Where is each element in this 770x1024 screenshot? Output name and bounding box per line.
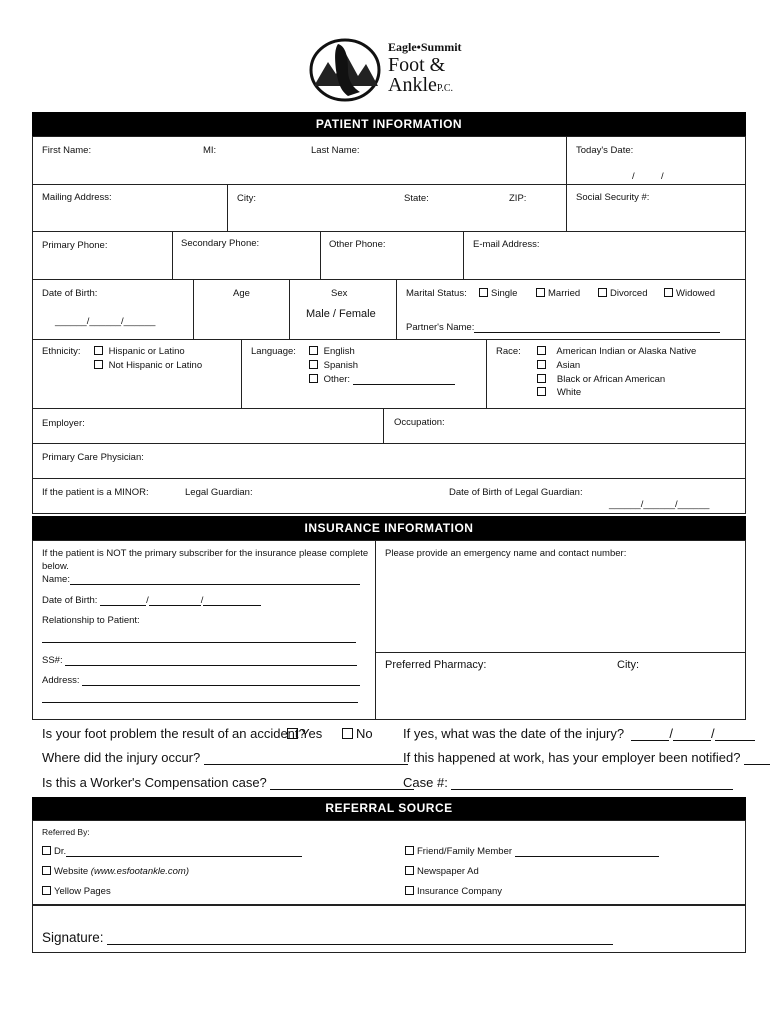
insurance-section: [32, 540, 746, 720]
checkbox-icon: [537, 387, 546, 396]
checkbox-icon: [94, 346, 103, 355]
referral-source-header: REFERRAL SOURCE: [32, 797, 746, 820]
address-line-2[interactable]: [42, 702, 358, 703]
referral-yellow-pages[interactable]: Yellow Pages: [42, 886, 111, 897]
guardian-dob-label: Date of Birth of Legal Guardian:: [449, 487, 583, 498]
checkbox-icon: [537, 346, 546, 355]
ssn-label: Social Security #:: [576, 192, 650, 203]
ethnicity-hispanic[interactable]: Hispanic or Latino: [94, 346, 185, 357]
pharmacy-city-label: City:: [617, 659, 639, 671]
signature-section: [32, 905, 746, 953]
sex-label: Sex: [331, 288, 348, 299]
logo-line-1: Eagle•Summit: [388, 40, 462, 54]
marital-status-label: Marital Status:: [406, 288, 467, 299]
checkbox-icon: [309, 346, 318, 355]
referral-newspaper[interactable]: Newspaper Ad: [405, 866, 479, 877]
zip-label: ZIP:: [509, 193, 527, 204]
logo-line-3: Ankle: [388, 74, 437, 96]
logo-suffix: P.C.: [436, 83, 454, 94]
marital-divorced[interactable]: Divorced: [598, 288, 648, 299]
primary-phone-label: Primary Phone:: [42, 240, 108, 251]
other-phone-label: Other Phone:: [329, 239, 386, 250]
language-english[interactable]: English: [309, 346, 355, 357]
checkbox-icon: [309, 360, 318, 369]
employer-label: Employer:: [42, 418, 85, 429]
emergency-contact-label: Please provide an emergency name and contact number:: [385, 548, 627, 559]
mi-label: MI:: [203, 145, 217, 156]
checkbox-icon: [287, 728, 298, 739]
dob-label: Date of Birth:: [42, 288, 98, 299]
guardian-dob-field[interactable]: ______/______/______: [609, 499, 710, 510]
checkbox-icon: [309, 374, 318, 383]
checkbox-icon: [42, 866, 51, 875]
race-white[interactable]: White: [537, 387, 581, 398]
checkbox-icon: [94, 360, 103, 369]
state-label: State:: [404, 193, 429, 204]
legal-guardian-label: Legal Guardian:: [185, 487, 253, 498]
checkbox-icon: [664, 288, 673, 297]
sex-options[interactable]: Male / Female: [306, 308, 376, 320]
last-name-label: Last Name:: [311, 145, 360, 156]
occupation-label: Occupation:: [394, 417, 445, 428]
practice-logo: [308, 36, 468, 104]
injury-date-field[interactable]: If yes, what was the date of the injury? / /: [403, 726, 755, 741]
relationship-label: Relationship to Patient:: [42, 615, 140, 626]
signature-field[interactable]: Signature:: [42, 930, 613, 945]
checkbox-icon: [405, 886, 414, 895]
referral-section: [32, 820, 746, 905]
referral-website[interactable]: Website (www.esfootankle.com): [42, 866, 189, 877]
city-label: City:: [237, 193, 256, 204]
minor-label: If the patient is a MINOR:: [42, 487, 149, 498]
pcp-label: Primary Care Physician:: [42, 452, 144, 463]
accident-no[interactable]: No: [342, 726, 373, 741]
checkbox-icon: [405, 846, 414, 855]
ethnicity-label: Ethnicity:: [42, 346, 81, 357]
mailing-address-label: Mailing Address:: [42, 192, 112, 203]
marital-widowed[interactable]: Widowed: [664, 288, 715, 299]
ethnicity-not-hispanic[interactable]: Not Hispanic or Latino: [94, 360, 202, 371]
subscriber-ss-field[interactable]: SS#:: [42, 655, 357, 666]
checkbox-icon: [42, 886, 51, 895]
race-black[interactable]: Black or African American: [537, 374, 665, 385]
checkbox-icon: [342, 728, 353, 739]
checkbox-icon: [405, 866, 414, 875]
todays-date-label: Today's Date:: [576, 145, 634, 156]
race-asian[interactable]: Asian: [537, 360, 580, 371]
preferred-pharmacy-label: Preferred Pharmacy:: [385, 659, 487, 671]
insurance-info-header: INSURANCE INFORMATION: [32, 516, 746, 540]
relationship-line[interactable]: [42, 642, 356, 643]
not-primary-note-1: If the patient is NOT the primary subscriber for the insurance please complete: [42, 548, 369, 559]
workers-comp-field[interactable]: Is this a Worker's Compensation case?: [42, 775, 414, 790]
dob-field[interactable]: ______/______/______: [55, 316, 156, 327]
subscriber-name-field[interactable]: Name:: [42, 574, 360, 585]
employer-notified-field[interactable]: If this happened at work, has your employer been notified?: [403, 750, 770, 765]
checkbox-icon: [479, 288, 488, 297]
referral-insurance-company[interactable]: Insurance Company: [405, 886, 502, 897]
marital-single[interactable]: Single: [479, 288, 517, 299]
language-other[interactable]: Other:: [309, 374, 455, 385]
referred-by-label: Referred By:: [42, 827, 90, 837]
email-label: E-mail Address:: [473, 239, 540, 250]
case-number-field[interactable]: Case #:: [403, 775, 733, 790]
todays-date-field[interactable]: / /: [632, 171, 664, 182]
logo-line-2: Foot &: [388, 54, 446, 76]
age-label: Age: [233, 288, 250, 299]
subscriber-address-field[interactable]: Address:: [42, 675, 360, 686]
accident-question: Is your foot problem the result of an accident?: [42, 726, 306, 741]
checkbox-icon: [598, 288, 607, 297]
race-native[interactable]: American Indian or Alaska Native: [537, 346, 696, 357]
injury-location-field[interactable]: Where did the injury occur?: [42, 750, 408, 765]
subscriber-dob-field[interactable]: Date of Birth: / /: [42, 595, 261, 606]
marital-married[interactable]: Married: [536, 288, 580, 299]
referral-doctor[interactable]: Dr.: [42, 846, 302, 857]
first-name-label: First Name:: [42, 145, 92, 156]
referral-friend-family[interactable]: Friend/Family Member: [405, 846, 659, 857]
partner-name-label[interactable]: Partner's Name:: [406, 322, 720, 333]
language-spanish[interactable]: Spanish: [309, 360, 358, 371]
checkbox-icon: [537, 360, 546, 369]
language-label: Language:: [251, 346, 296, 357]
secondary-phone-label: Secondary Phone:: [181, 238, 260, 249]
mountain-foot-logo-icon: [308, 36, 388, 102]
checkbox-icon: [42, 846, 51, 855]
accident-yes[interactable]: Yes: [287, 726, 322, 741]
not-primary-note-2: below.: [42, 561, 69, 572]
patient-info-header: PATIENT INFORMATION: [32, 112, 746, 136]
checkbox-icon: [537, 374, 546, 383]
race-label: Race:: [496, 346, 521, 357]
checkbox-icon: [536, 288, 545, 297]
